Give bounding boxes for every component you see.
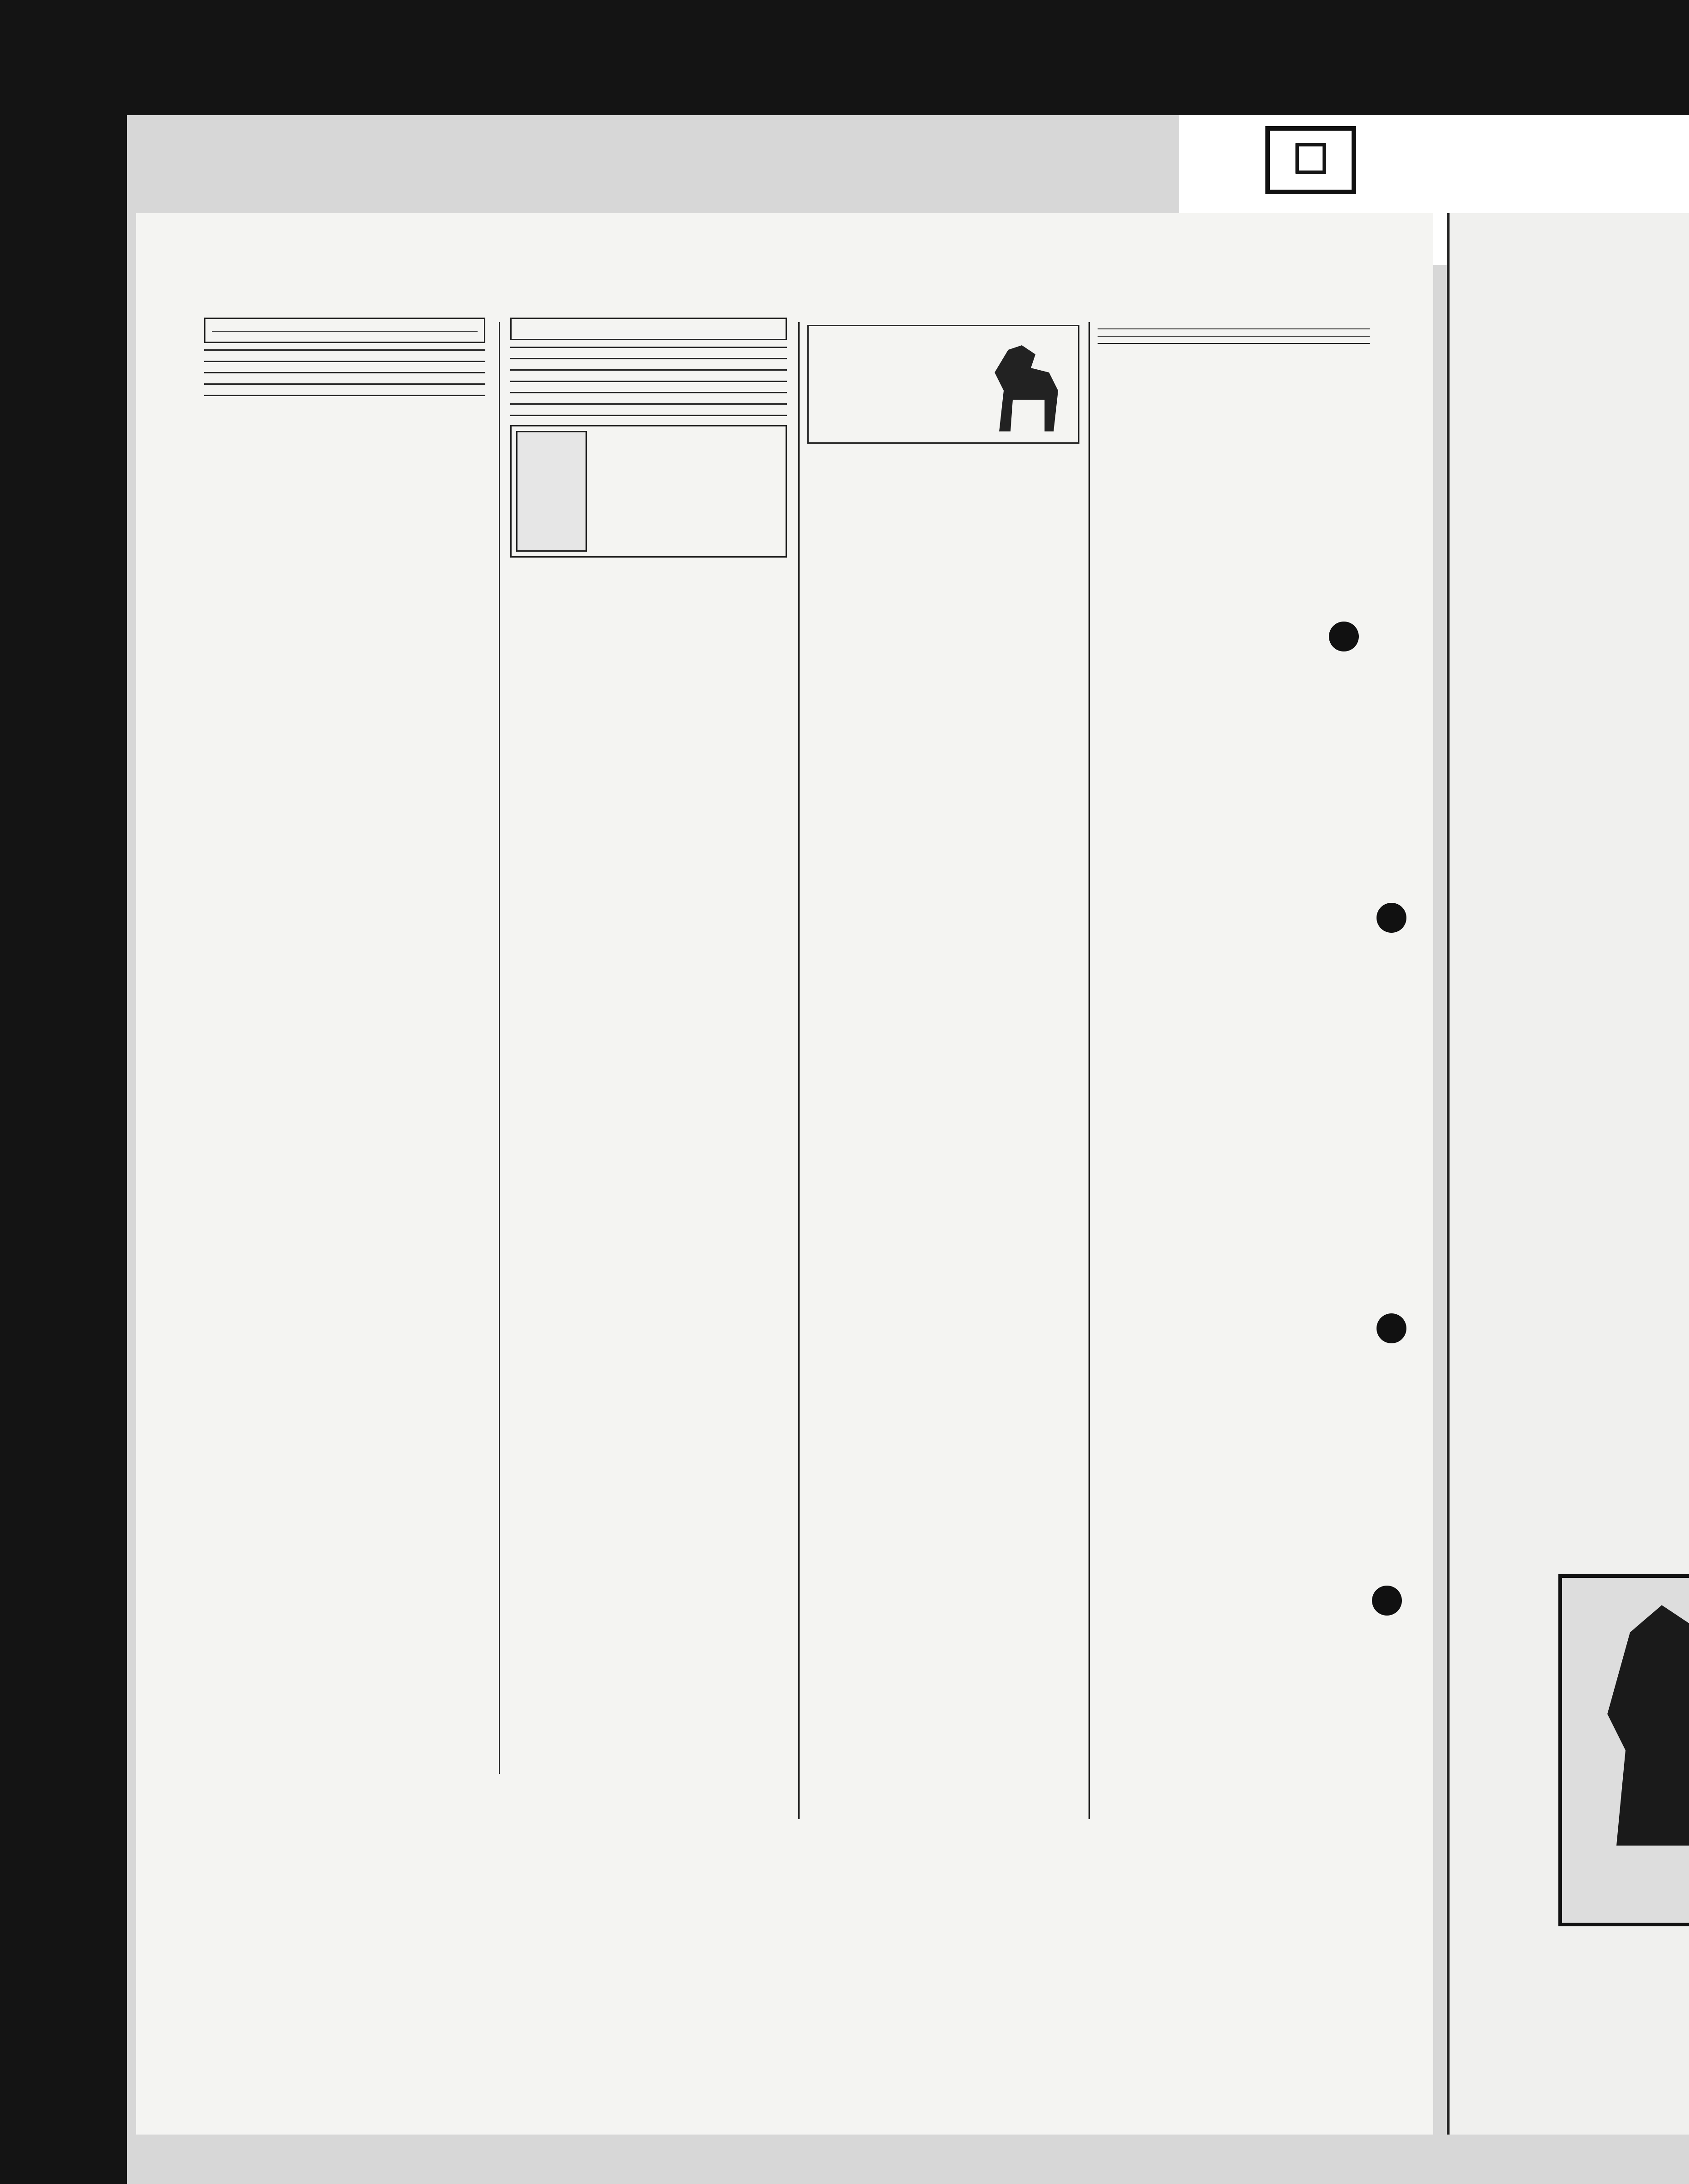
section-heading [204,372,485,378]
section-heading [204,349,485,355]
section-heading [510,369,787,375]
horse-icon [981,336,1072,436]
east-contest-total [1098,336,1370,337]
punch-hole [1377,1313,1406,1343]
section-heading [510,358,787,364]
column-classifieds-2 [510,318,787,558]
section-heading [510,403,787,409]
section-heading [510,415,787,421]
column-rule [798,322,800,1819]
toussine-ad [807,325,1079,444]
horse-icon [1562,1578,1689,1850]
column-contest [1098,318,1370,344]
section-heading [510,381,787,387]
section-heading [510,392,787,398]
product-bottle-image [516,431,587,552]
column-classifieds-1 [204,318,485,405]
advertisement-image [1558,1574,1689,1926]
section-heading [204,395,485,401]
punch-hole [1377,903,1406,933]
column-rule [1089,322,1090,1819]
toussine-ad-text [815,336,976,436]
column-news [807,318,1079,450]
column-rule [499,322,500,1774]
document-damaged-icon: ☐ [1265,126,1356,194]
section-heading [204,383,485,389]
punch-hole [1372,1586,1402,1616]
canibalisme-ad [510,425,787,558]
masthead-note [212,331,478,335]
tabac-ad [510,318,787,340]
contest-total [1098,328,1370,329]
punch-hole [1329,622,1359,651]
adjacent-page [1447,213,1689,2135]
west-contest-total [1098,343,1370,344]
masthead-box [204,318,485,343]
section-heading [204,361,485,367]
section-heading [510,347,787,353]
